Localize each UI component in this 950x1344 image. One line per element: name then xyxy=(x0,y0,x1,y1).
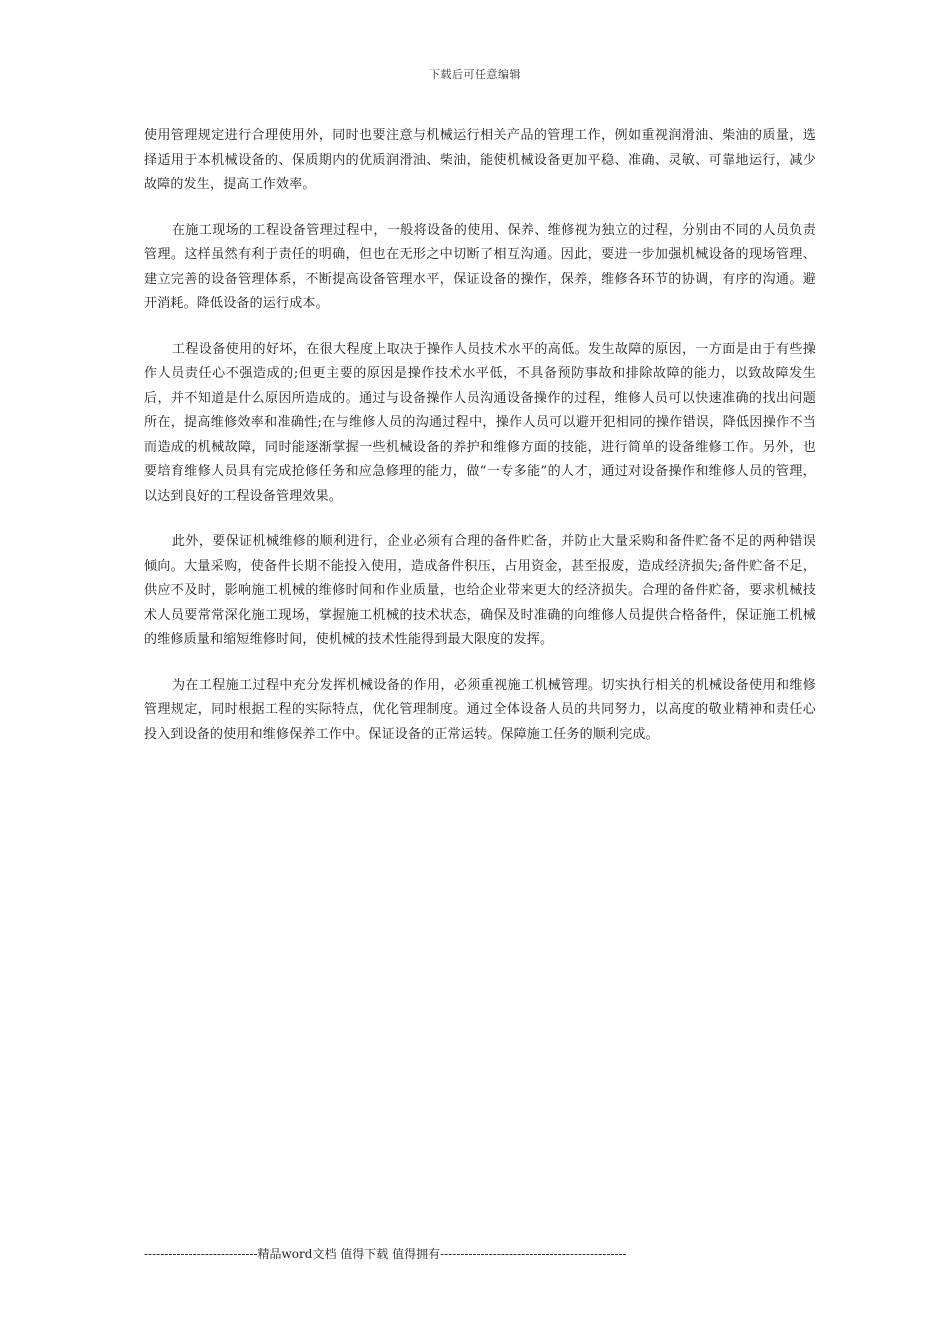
paragraph: 使用管理规定进行合理使用外，同时也要注意与机械运行相关产品的管理工作，例如重视润滑油、柴油的质量，选择适用于本机械设备的、保质期内的优质润滑油、柴油，能使机械设备更加平稳、准确、灵敏、可靠地运行，减少故障的发生，提高工作效率。 xyxy=(144,128,816,192)
header-note: 下载后可任意编辑 xyxy=(429,68,521,81)
footer-banner: ----------------------------精品word文档 值得下载 值得拥有---------------------------------------------- xyxy=(144,1247,627,1261)
document-body xyxy=(144,124,816,768)
paragraph: 此外，要保证机械维修的顺利进行，企业必须有合理的备件贮备，并防止大量采购和备件贮备不足的两种错误倾向。大量采购，使备件长期不能投入使用，造成备件积压，占用资金，甚至报废，造成经济损失;备件贮备不足，供应不及时，影响施工机械的维修时间和作业质量，也给企业带来更大的经济损失。合理的备件贮备，要求机械技术人员要常常深化施工现场，掌握施工机械的技术状态，确保及时准确的向维修人员提供合格备件，保证施工机械的维修质量和缩短维修时间，使机械的技术性能得到最大限度的发挥。 xyxy=(144,534,816,647)
paragraph: 在施工现场的工程设备管理过程中，一般将设备的使用、保养、维修视为独立的过程，分别由不同的人员负责管理。这样虽然有利于责任的明确，但也在无形之中切断了相互沟通。因此，要进一步加强机械设备的现场管理、建立完善的设备管理体系，不断提高设备管理水平，保证设备的操作，保养，维修各环节的协调，有序的沟通。避开消耗。降低设备的运行成本。 xyxy=(144,222,816,311)
paragraph: 为在工程施工过程中充分发挥机械设备的作用，必须重视施工机械管理。切实执行相关的机械设备使用和维修管理规定，同时根据工程的实际特点，优化管理制度。通过全体设备人员的共同努力，以高度的敬业精神和责任心投入到设备的使用和维修保养工作中。保证设备的正常运转。保障施工任务的顺利完成。 xyxy=(144,677,816,742)
paragraph: 工程设备使用的好坏，在很大程度上取决于操作人员技术水平的高低。发生故障的原因，一方面是由于有些操作人员责任心不强造成的;但更主要的原因是操作技术水平低，不具备预防事故和排除故障的能力，以致故障发生后，并不知道是什么原因所造成的。通过与设备操作人员沟通设备操作的过程，维修人员可以快速准确的找出问题所在，提高维修效率和准确性;在与维修人员的沟通过程中，操作人员可以避开犯相同的操作错误，降低因操作不当而造成的机械故障，同时能逐渐掌握一些机械设备的养护和维修方面的技能，进行简单的设备维修工作。另外，也要培育维修人员具有完成抢修任务和应急修理的能力，做“一专多能”的人才，通过对设备操作和维修人员的管理，以达到良好的工程设备管理效果。 xyxy=(144,341,816,504)
